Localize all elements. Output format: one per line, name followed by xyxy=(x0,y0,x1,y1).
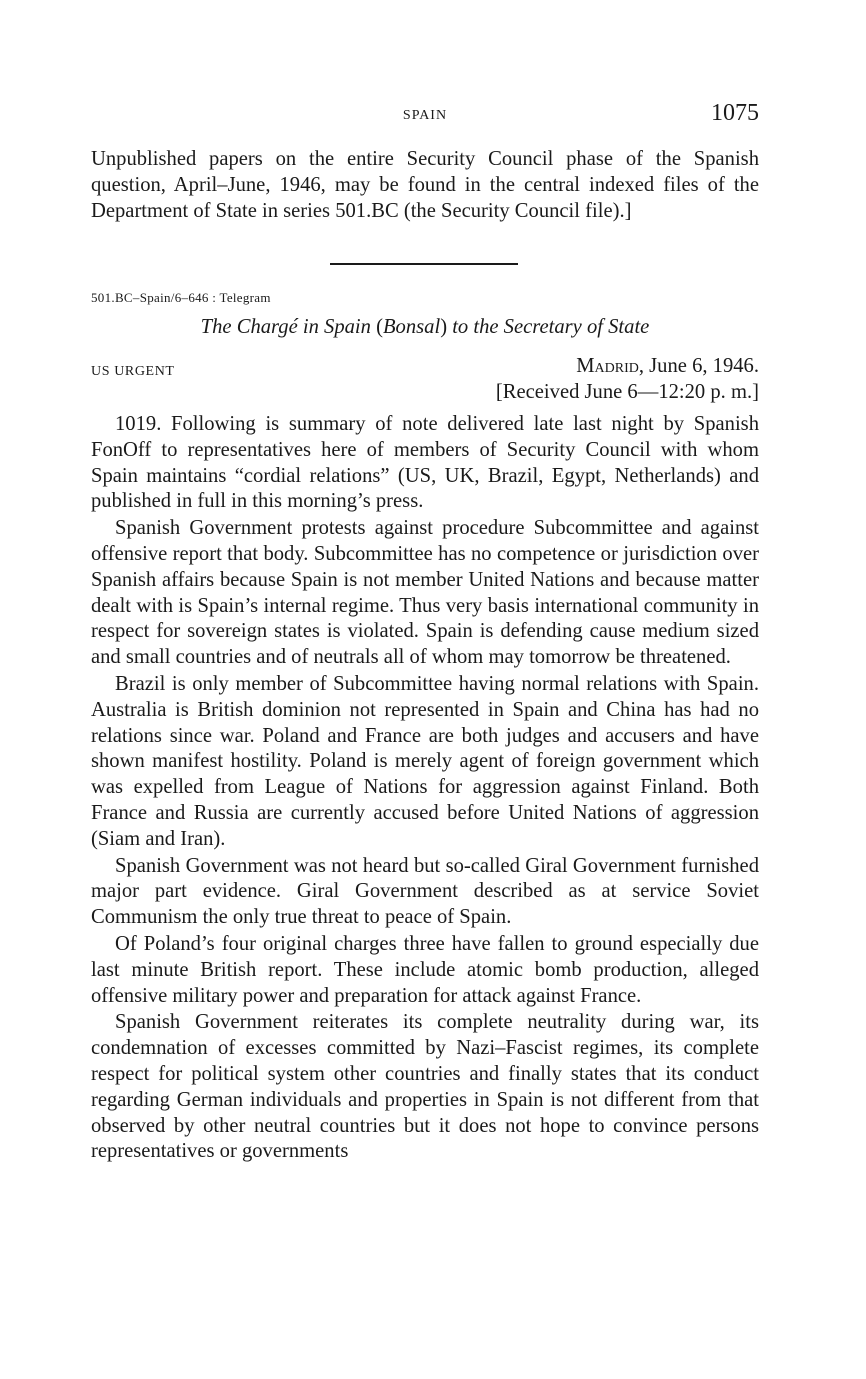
document-title xyxy=(91,316,759,339)
intro-block xyxy=(91,147,759,224)
dateline-date: , June 6, 1946. xyxy=(638,355,759,377)
body-paragraph: Spanish Government was not heard but so-called Giral Government furnished major part evidence. Giral Government described as at service Soviet Communism the only true threat to peace of Spain. xyxy=(91,854,759,929)
received-line: [Received June 6—12:20 p. m.] xyxy=(495,381,759,403)
title-name: Bonsal xyxy=(382,316,441,338)
dateline xyxy=(576,355,759,378)
dateline-place: Madrid xyxy=(576,355,639,377)
body-paragraph: Spanish Government protests against procedure Subcommittee and against offensive report that body. Subcommittee has no competence or jurisdiction over Spanish affairs because Spain is not member United Nations and because matter dealt with is Spain’s internal regime. Thus very basis international community in respect for sovereign states is violated. Spain is defending cause medium sized and small countries and of neutrals all of whom may tomorrow be threatened. xyxy=(91,517,759,669)
page-number: 1075 xyxy=(711,100,759,126)
intro-paragraph: Unpublished papers on the entire Security Council phase of the Spanish question, April–June, 1946, may be found in the central indexed files of the Department of State in series 501.BC (the Security Council file).] xyxy=(91,148,759,222)
title-part-2: to the Secretary of State xyxy=(447,316,650,338)
body-paragraph: Brazil is only member of Subcommittee having normal relations with Spain. Australia is British dominion not represented in Spain and China has had no relations since war. Poland and France are both judges and accusers and have shown manifest hostility. Poland is merely agent of foreign government which was expelled from League of Nations for aggression against Finland. Both France and Russia are currently accused before United Nations of aggression (Siam and Iran). xyxy=(91,672,759,850)
title-paren-open: ( xyxy=(376,316,383,338)
title-part-1: The Chargé in Spain xyxy=(200,316,377,338)
body-paragraph: 1019. Following is summary of note delivered late last night by Spanish FonOff to representatives here of members of Security Council with whom Spain maintains “cordial relations” (US, UK, Brazil, Egypt, Netherlands) and published in full in this morning’s press. xyxy=(91,413,759,513)
section-divider xyxy=(330,263,518,265)
file-reference: 501.BC–Spain/6–646 : Telegram xyxy=(91,290,271,305)
classification-label: US URGENT xyxy=(91,364,175,379)
running-title: SPAIN xyxy=(402,108,448,123)
title-paren-close: ) xyxy=(440,316,448,338)
body-paragraph: Of Poland’s four original charges three have fallen to ground especially due last minute British report. These include atomic bomb production, alleged offensive military power and preparation for attack against France. xyxy=(91,932,759,1007)
body-paragraph: Spanish Government reiterates its complete neutrality during war, its condemnation of excesses committed by Nazi–Fascist regimes, its complete respect for political system other countries and finally states that its conduct regarding German individuals and properties in Spain is not different from that observed by other neutral countries but it does not hope to convince persons representatives or governments xyxy=(91,1011,759,1163)
running-header xyxy=(91,100,759,130)
telegram-body xyxy=(91,412,759,1166)
